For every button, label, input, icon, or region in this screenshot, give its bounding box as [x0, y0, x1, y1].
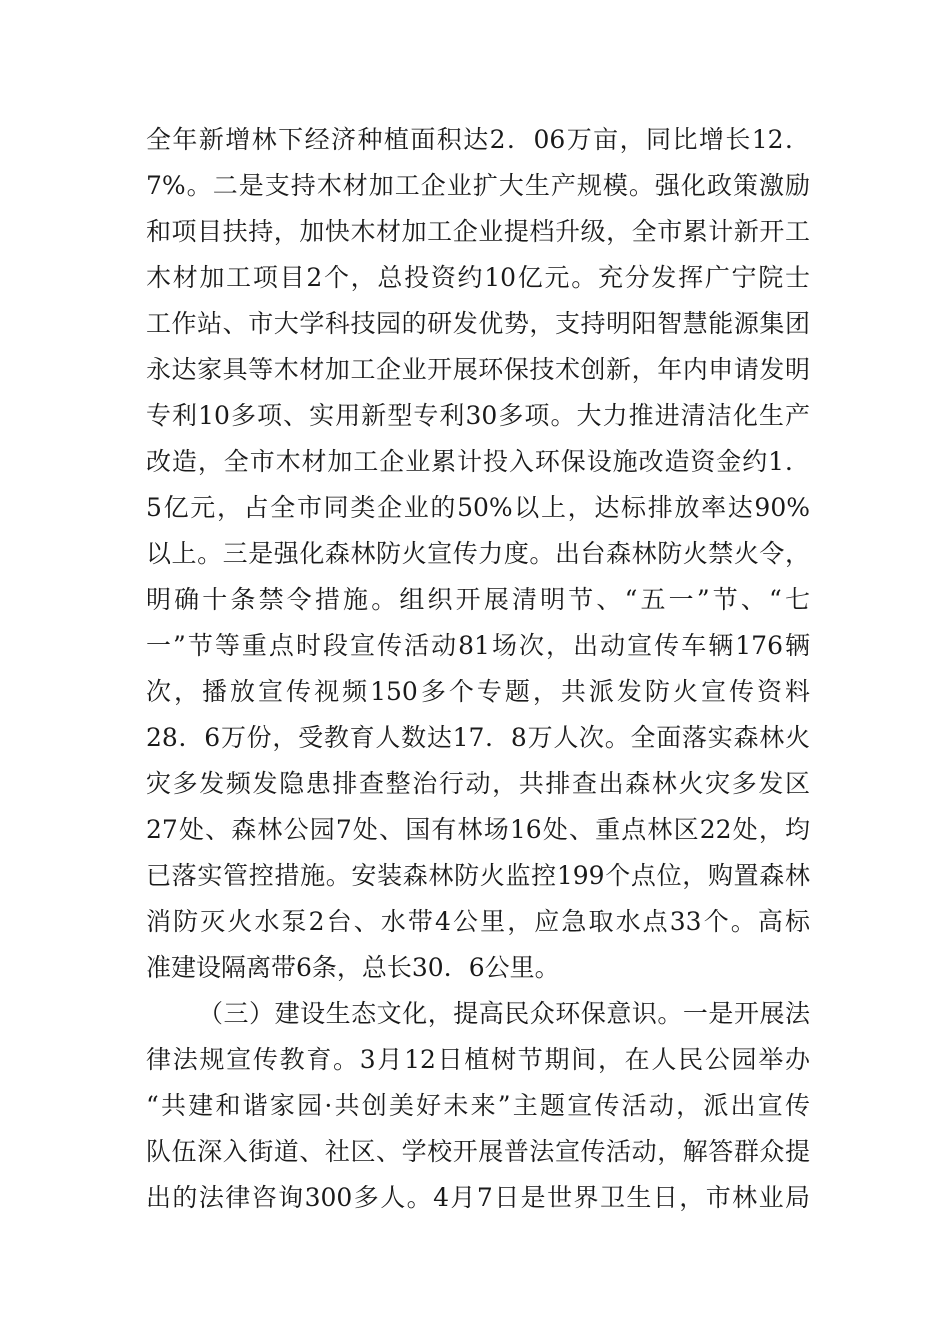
text-line: 一”节等重点时段宣传活动81场次，出动宣传车辆176辆	[146, 631, 810, 660]
text-line: 永达家具等木材加工企业开展环保技术创新，年内申请发明	[146, 355, 810, 384]
text-line: 队伍深入街道、社区、学校开展普法宣传活动，解答群众提	[146, 1137, 810, 1166]
text-line: 工作站、市大学科技园的研发优势，支持明阳智慧能源集团	[146, 309, 810, 338]
text-line: 律法规宣传教育。3月12日植树节期间，在人民公园举办	[146, 1045, 810, 1074]
text-line: 7%。二是支持木材加工企业扩大生产规模。强化政策激励	[146, 171, 810, 200]
text-line: “共建和谐家园·共创美好未来”主题宣传活动，派出宣传	[146, 1091, 810, 1120]
paragraph-end-line: 准建设隔离带6条，总长30．6公里。	[146, 953, 560, 982]
body-text	[146, 117, 810, 1221]
text-line: 5亿元，占全市同类企业的50%以上，达标排放率达90%	[146, 493, 810, 522]
text-line: 已落实管控措施。安装森林防火监控199个点位，购置森林	[146, 861, 810, 890]
text-line: 和项目扶持，加快木材加工企业提档升级，全市累计新开工	[146, 217, 810, 246]
text-line: 次，播放宣传视频150多个专题，共派发防火宣传资料	[146, 677, 810, 706]
text-line: 以上。三是强化森林防火宣传力度。出台森林防火禁火令，	[146, 539, 810, 568]
text-line: 专利10多项、实用新型专利30多项。大力推进清洁化生产	[146, 401, 810, 430]
text-line: 全年新增林下经济种植面积达2．06万亩，同比增长12．	[146, 125, 810, 154]
text-line: 出的法律咨询300多人。4月7日是世界卫生日，市林业局	[146, 1183, 810, 1212]
text-line: 改造，全市木材加工企业累计投入环保设施改造资金约1．	[146, 447, 810, 476]
section-heading-line: （三）建设生态文化，提高民众环保意识。一是开展法	[198, 999, 810, 1028]
text-line: 消防灭火水泵2台、水带4公里，应急取水点33个。高标	[146, 907, 810, 936]
text-line: 28．6万份，受教育人数达17．8万人次。全面落实森林火	[146, 723, 810, 752]
text-line: 灾多发频发隐患排查整治行动，共排查出森林火灾多发区	[146, 769, 810, 798]
text-line: 明确十条禁令措施。组织开展清明节、“五一”节、“七	[146, 585, 810, 614]
text-line: 27处、森林公园7处、国有林场16处、重点林区22处，均	[146, 815, 810, 844]
text-line: 木材加工项目2个，总投资约10亿元。充分发挥广宁院士	[146, 263, 810, 292]
